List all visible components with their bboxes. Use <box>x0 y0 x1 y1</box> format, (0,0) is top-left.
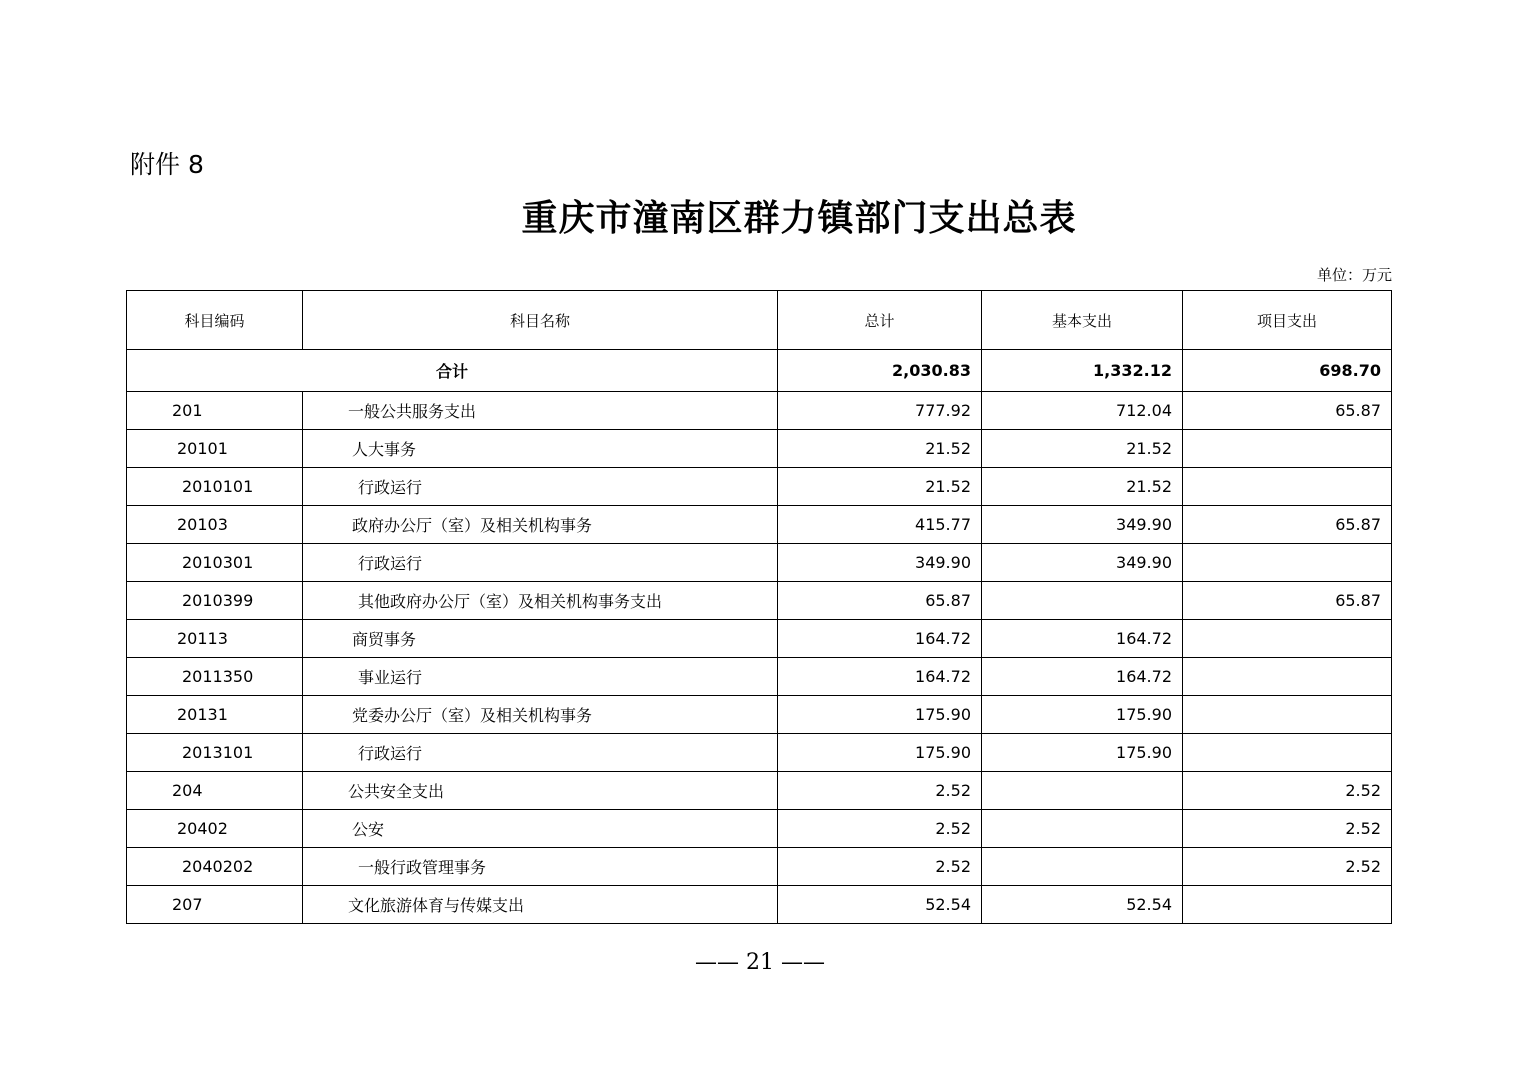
row-code: 204 <box>127 772 303 810</box>
row-project <box>1183 468 1392 506</box>
table-row <box>127 772 1392 810</box>
table-row <box>127 658 1392 696</box>
row-total: 349.90 <box>778 544 982 582</box>
row-basic: 52.54 <box>982 886 1183 924</box>
row-project <box>1183 886 1392 924</box>
row-basic <box>982 848 1183 886</box>
row-project: 2.52 <box>1183 772 1392 810</box>
row-basic: 164.72 <box>982 620 1183 658</box>
header-basic: 基本支出 <box>982 291 1183 350</box>
row-basic: 175.90 <box>982 696 1183 734</box>
row-project <box>1183 430 1392 468</box>
attachment-label: 附件 8 <box>130 150 204 179</box>
table-row <box>127 848 1392 886</box>
row-code: 2010101 <box>127 468 303 506</box>
header-code: 科目编码 <box>127 291 303 350</box>
row-total: 175.90 <box>778 734 982 772</box>
row-total: 164.72 <box>778 658 982 696</box>
row-project: 65.87 <box>1183 506 1392 544</box>
row-basic <box>982 810 1183 848</box>
expenditure-table <box>126 290 1392 924</box>
row-name: 行政运行 <box>303 468 778 506</box>
table-row <box>127 582 1392 620</box>
row-code: 20113 <box>127 620 303 658</box>
row-project <box>1183 544 1392 582</box>
total-sum: 2,030.83 <box>778 350 982 392</box>
page-number: —— 21 —— <box>695 950 825 975</box>
row-name: 文化旅游体育与传媒支出 <box>303 886 778 924</box>
row-name: 行政运行 <box>303 544 778 582</box>
row-basic: 712.04 <box>982 392 1183 430</box>
row-total: 52.54 <box>778 886 982 924</box>
row-code: 2011350 <box>127 658 303 696</box>
row-basic <box>982 582 1183 620</box>
row-total: 21.52 <box>778 468 982 506</box>
row-project: 2.52 <box>1183 810 1392 848</box>
row-name: 商贸事务 <box>303 620 778 658</box>
header-name: 科目名称 <box>303 291 778 350</box>
row-project: 2.52 <box>1183 848 1392 886</box>
unit-label: 单位：万元 <box>1316 266 1392 284</box>
table-row <box>127 392 1392 430</box>
row-basic: 349.90 <box>982 506 1183 544</box>
total-label: 合计 <box>127 350 778 392</box>
row-project <box>1183 734 1392 772</box>
row-basic: 175.90 <box>982 734 1183 772</box>
table-row <box>127 468 1392 506</box>
row-basic: 164.72 <box>982 658 1183 696</box>
table-row <box>127 544 1392 582</box>
row-project <box>1183 696 1392 734</box>
row-name: 一般行政管理事务 <box>303 848 778 886</box>
row-project: 65.87 <box>1183 582 1392 620</box>
row-code: 2010399 <box>127 582 303 620</box>
row-total: 777.92 <box>778 392 982 430</box>
row-total: 65.87 <box>778 582 982 620</box>
row-code: 20103 <box>127 506 303 544</box>
table-row <box>127 506 1392 544</box>
row-name: 一般公共服务支出 <box>303 392 778 430</box>
row-total: 2.52 <box>778 772 982 810</box>
row-total: 164.72 <box>778 620 982 658</box>
row-code: 20402 <box>127 810 303 848</box>
row-name: 其他政府办公厅（室）及相关机构事务支出 <box>303 582 778 620</box>
row-basic: 21.52 <box>982 430 1183 468</box>
row-project: 65.87 <box>1183 392 1392 430</box>
table-row <box>127 810 1392 848</box>
row-code: 2013101 <box>127 734 303 772</box>
table-row <box>127 620 1392 658</box>
table-row <box>127 886 1392 924</box>
row-name: 公安 <box>303 810 778 848</box>
row-basic: 21.52 <box>982 468 1183 506</box>
row-name: 公共安全支出 <box>303 772 778 810</box>
row-code: 201 <box>127 392 303 430</box>
row-total: 2.52 <box>778 810 982 848</box>
row-total: 415.77 <box>778 506 982 544</box>
row-code: 20131 <box>127 696 303 734</box>
header-row <box>127 291 1392 350</box>
table-row <box>127 430 1392 468</box>
row-basic: 349.90 <box>982 544 1183 582</box>
table-row <box>127 696 1392 734</box>
total-row <box>127 350 1392 392</box>
row-basic <box>982 772 1183 810</box>
row-name: 政府办公厅（室）及相关机构事务 <box>303 506 778 544</box>
header-project: 项目支出 <box>1183 291 1392 350</box>
row-total: 2.52 <box>778 848 982 886</box>
row-code: 2010301 <box>127 544 303 582</box>
row-total: 21.52 <box>778 430 982 468</box>
header-total: 总计 <box>778 291 982 350</box>
row-project <box>1183 658 1392 696</box>
row-total: 175.90 <box>778 696 982 734</box>
page-title: 重庆市潼南区群力镇部门支出总表 <box>521 197 1077 239</box>
row-code: 2040202 <box>127 848 303 886</box>
row-name: 人大事务 <box>303 430 778 468</box>
row-name: 行政运行 <box>303 734 778 772</box>
total-project: 698.70 <box>1183 350 1392 392</box>
row-name: 党委办公厅（室）及相关机构事务 <box>303 696 778 734</box>
row-project <box>1183 620 1392 658</box>
row-code: 20101 <box>127 430 303 468</box>
row-code: 207 <box>127 886 303 924</box>
table-row <box>127 734 1392 772</box>
total-basic: 1,332.12 <box>982 350 1183 392</box>
row-name: 事业运行 <box>303 658 778 696</box>
